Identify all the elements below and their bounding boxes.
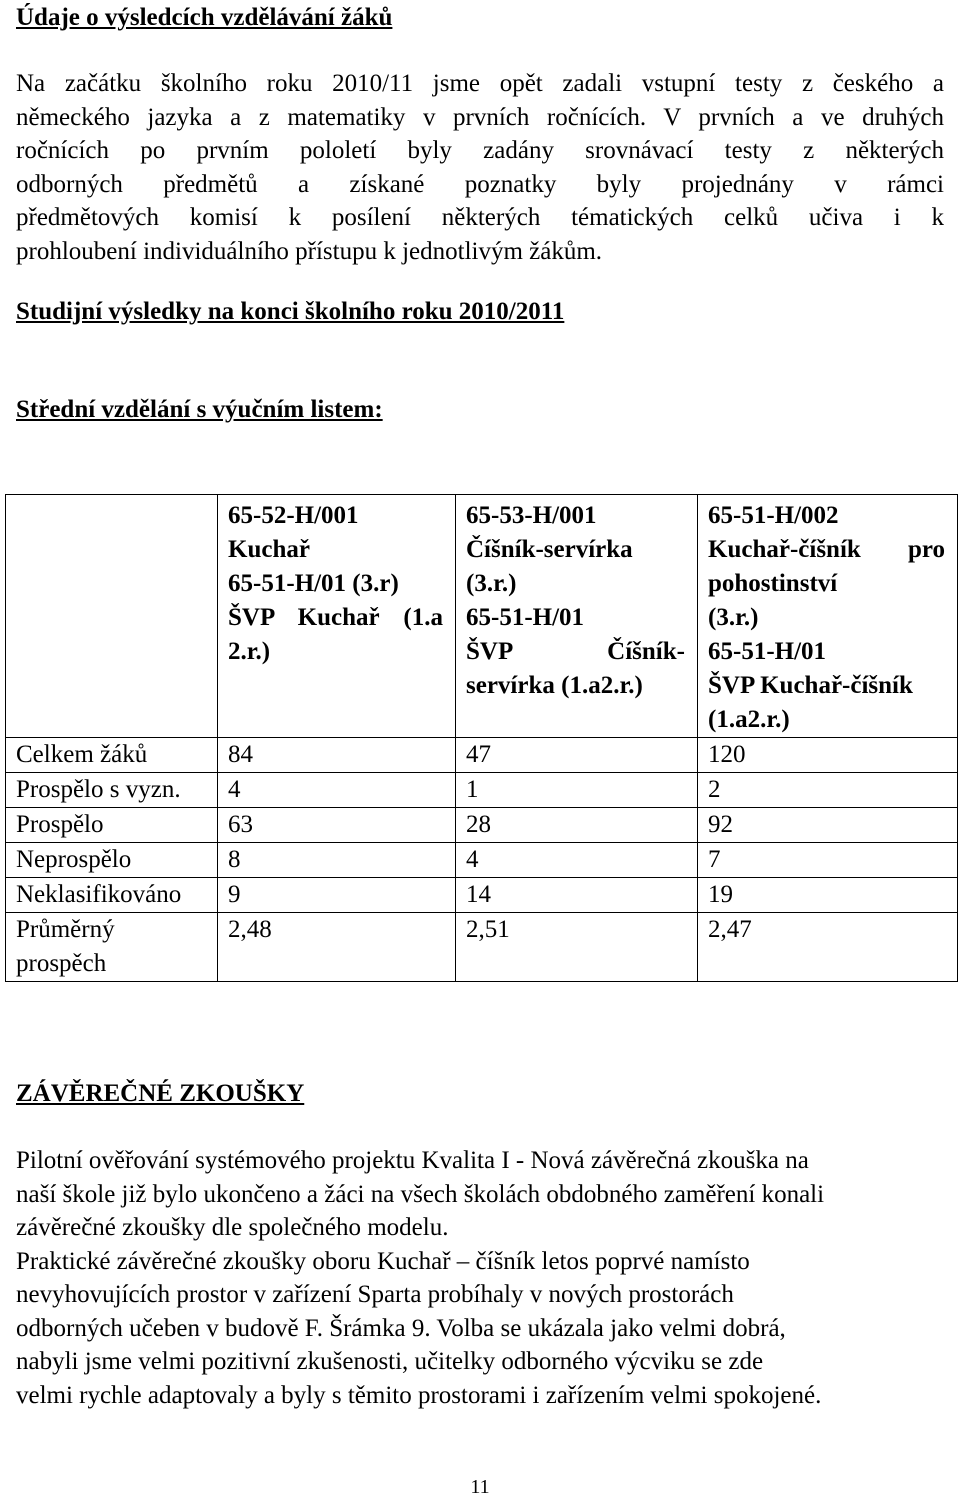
paragraph-line: naší škole již bylo ukončeno a žáci na všech školách obdobného zaměření konali: [16, 1180, 825, 1208]
final-exams-paragraph: [16, 1144, 944, 1412]
section-title-vocational: Střední vzdělání s výučním listem:: [16, 396, 383, 423]
column-header-kuchar: 65-52-H/001 Kuchař 65-51-H/01 (3.r) ŠVP Kuchař (1.a 2.r.): [218, 495, 456, 738]
row-value: 2,48: [218, 913, 456, 982]
paragraph-line: Na začátku školního roku 2010/11 jsme opět zadali vstupní testy z českého a: [16, 70, 944, 97]
table-row: [6, 773, 958, 808]
row-value: 92: [698, 808, 958, 843]
page-number: 11: [470, 1476, 490, 1498]
row-label: Neklasifikováno: [6, 878, 218, 913]
row-value: 84: [218, 738, 456, 773]
table-row: [6, 843, 958, 878]
paragraph-line: odborných předmětů a získané poznatky byly projednány v rámci: [16, 170, 944, 198]
row-value: 19: [698, 878, 958, 913]
paragraph-line: ročnících po prvním pololetí byly zadány srovnávací testy z některých: [16, 137, 944, 164]
row-value: 2,47: [698, 913, 958, 982]
row-value: 9: [218, 878, 456, 913]
row-value: 63: [218, 808, 456, 843]
row-value: 8: [218, 843, 456, 878]
paragraph-line: prohloubení individuálního přístupu k jednotlivým žákům.: [16, 237, 603, 265]
row-label: Prospělo s vyzn.: [6, 773, 218, 808]
row-label: Prospělo: [6, 808, 218, 843]
row-value: 4: [456, 843, 698, 878]
paragraph-line: nevyhovujících prostor v zařízení Sparta probíhaly v nových prostorách: [16, 1281, 734, 1308]
row-value: 7: [698, 843, 958, 878]
row-value: 2,51: [456, 913, 698, 982]
paragraph-line: německého jazyka a z matematiky v prvních ročnících. V prvních a ve druhých: [16, 103, 944, 131]
paragraph-line: závěrečné zkoušky dle společného modelu.: [16, 1214, 449, 1241]
paragraph-line: Praktické závěrečné zkoušky oboru Kuchař – číšník letos poprvé namísto: [16, 1247, 750, 1275]
row-value: 28: [456, 808, 698, 843]
column-header-kuchar-cisnik: 65-51-H/002 Kuchař-číšník pro pohostinství (3.r.) 65-51-H/01 ŠVP Kuchař-číšník (1.a2.r.): [698, 495, 958, 738]
section-title-results: Údaje o výsledcích vzdělávání žáků: [16, 4, 393, 31]
section-title-study-results: Studijní výsledky na konci školního roku 2010/2011: [16, 298, 565, 325]
paragraph-line: předmětových komisí k posílení některých tématických celků učiva i k: [16, 204, 944, 231]
row-label: Průměrný prospěch: [6, 913, 218, 982]
table-row: [6, 738, 958, 773]
row-value: 2: [698, 773, 958, 808]
row-label: Neprospělo: [6, 843, 218, 878]
row-label: Celkem žáků: [6, 738, 218, 773]
table-corner-cell: [6, 495, 218, 738]
table-row: [6, 913, 958, 982]
table-header-row: [6, 495, 958, 738]
results-table: [5, 494, 958, 982]
paragraph-line: odborných učeben v budově F. Šrámka 9. Volba se ukázala jako velmi dobrá,: [16, 1314, 786, 1342]
row-value: 4: [218, 773, 456, 808]
row-value: 120: [698, 738, 958, 773]
table-row: [6, 878, 958, 913]
section-title-final-exams: ZÁVĚREČNÉ ZKOUŠKY: [16, 1080, 305, 1107]
row-value: 14: [456, 878, 698, 913]
column-header-cisnik-servirka: 65-53-H/001 Číšník-servírka (3.r.) 65-51-H/01 ŠVP Číšník- servírka (1.a2.r.): [456, 495, 698, 738]
table-row: [6, 808, 958, 843]
paragraph-line: nabyli jsme velmi pozitivní zkušenosti, učitelky odborného výcviku se zde: [16, 1348, 764, 1375]
row-value: 47: [456, 738, 698, 773]
row-value: 1: [456, 773, 698, 808]
paragraph-line: Pilotní ověřování systémového projektu Kvalita I - Nová závěrečná zkouška na: [16, 1147, 809, 1174]
paragraph-line: velmi rychle adaptovaly a byly s těmito prostorami i zařízením velmi spokojené.: [16, 1381, 822, 1409]
intro-paragraph: [16, 67, 944, 268]
